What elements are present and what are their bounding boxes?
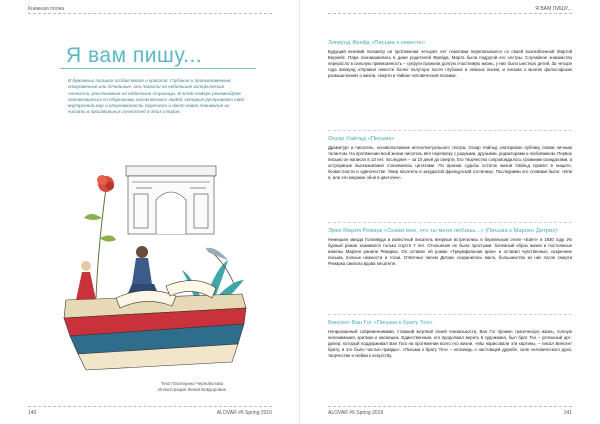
section-header: Я ВАМ ПИШУ... [535, 6, 572, 12]
book-title: Эрих Мария Ремарк «Скажи мне, что ты меня любишь...» (Письма к Марлен Дитрих) [328, 228, 558, 234]
figure-drawing [126, 246, 160, 298]
book-section-vangogh [328, 320, 572, 359]
book-title: Оскар Уайльд «Письма» [328, 136, 395, 142]
section-divider [328, 130, 572, 131]
book-description: Драматург и писатель, основоположник интеллектуального театра, Оскар Уайльд эпатировал публику своим личным талантом. На протяжении всей жизни писатель вёл переписку с родными, друзьями, редакторами и любовником. Первое письмо он написал в 13 лет, последнее – за 10 дней до смерти. Его творчество сопровождалось громкими скандалами, а остроумные высказывания становились цитатами. По иронии судьбы остаток жизни Уайльд провёл в нищете, безвестности и одиночестве. Умер писатель в захудалой французской гостинице. Последними его словами были: «Или я, или эти мерзкие обои в цветочек». [328, 145, 572, 181]
credit-text: Текст Екатерина Черноволова [160, 381, 224, 386]
page-number: 141 [563, 410, 572, 416]
book-title: Зигмунд Фрейд «Письма к невесте» [328, 40, 426, 46]
intro-text: В бумажных письмах особая магия и красота. Глубокие и проникновенные, откровенные или печальные, они помогли на небольшие исторические личности, рассекаемые на недельные страницы. В этом номере рекомендуем познакомиться со сборниками писем великих людей, которые раскрывают свой внутренний мир и откровенность переписки и дают новое понимание их читать в произвольных личностей в этих сторон. [68, 78, 244, 115]
book-section-remarque [328, 228, 572, 267]
book-description: Непризнанный современниками, ставший жертвой своей гениальности, Ван Гог прожил трагическую жизнь, полную непонимания, критики и насмешек. Единственным, кто продолжал верить в художника, был брат Тео – успешный арт-дилер, который поддерживал Ван Гога на протяжении всего его жизни. «Мы нарисовали эти картины, – писал Винсент брату, и это было частью правды». «Письма к брату Тео» – исповедь о настоящей дружбе, силе человеческого духа, творчестве и любви к искусству. [328, 329, 572, 359]
book-title: Винсент Ван Гог «Письма к брату Тео» [328, 320, 433, 326]
credits [132, 381, 252, 393]
section-divider [328, 222, 572, 223]
book-illustration [56, 148, 252, 376]
magazine-issue: ALOVAR #6 Spring 2016 [216, 410, 272, 416]
book-section-freud [328, 40, 572, 79]
arch-drawing [126, 166, 216, 234]
credit-illustration: Иллюстрация Лилия Вовдоровна [158, 387, 226, 392]
page-number: 140 [28, 410, 37, 416]
book-description: Будущий великий психиатр на протяжении четырёх лет помолвки переписывался со своей возлюбленной Мартой Бернейс. Пара познакомилась в доме родителей Фрейда, Марта была подругой его сестры. Случайное знакомство переросло в сильную привязанность – супруги прожили долгую счастливую жизнь, у них было шестеро детей. За четыре года Зигмунд отправил невесте более полутора тысяч глубоких и нежных писем, и письма о многих философских размышлениях о жизни, смерти и тайнах человеческой психики. [328, 49, 572, 79]
footer-rule [328, 406, 572, 407]
header-rule [328, 13, 572, 14]
page-title: Я вам пишу... [66, 44, 203, 67]
footer-rule [28, 406, 272, 407]
book-description: Немецкая звезда Голливуда и известный писатель впервые встретились в берлинском отеле «Eden» в 1930 году. Их бурный роман занимался только спустя 7 лет. Отношения не были простыми: богемный образ жизни и постоянные измены Марлен ранили Ремарка. Он оставил ей роман «Триумфальная арка» и оставил чувственные, искренние письма, полные нежности и тоски. Ответных писем Дитрих сохранилось мало, большинство из них после смерти Ремарка сжигала вдова писателя. [328, 237, 572, 267]
title-rule [60, 68, 256, 69]
book-section-wilde [328, 136, 572, 181]
magazine-issue: ALOVAR #6 Spring 2016 [328, 410, 384, 416]
dress-drawing [76, 261, 96, 300]
header-rule [28, 13, 272, 14]
section-divider [328, 314, 572, 315]
section-header: Книжная полка [28, 6, 65, 12]
